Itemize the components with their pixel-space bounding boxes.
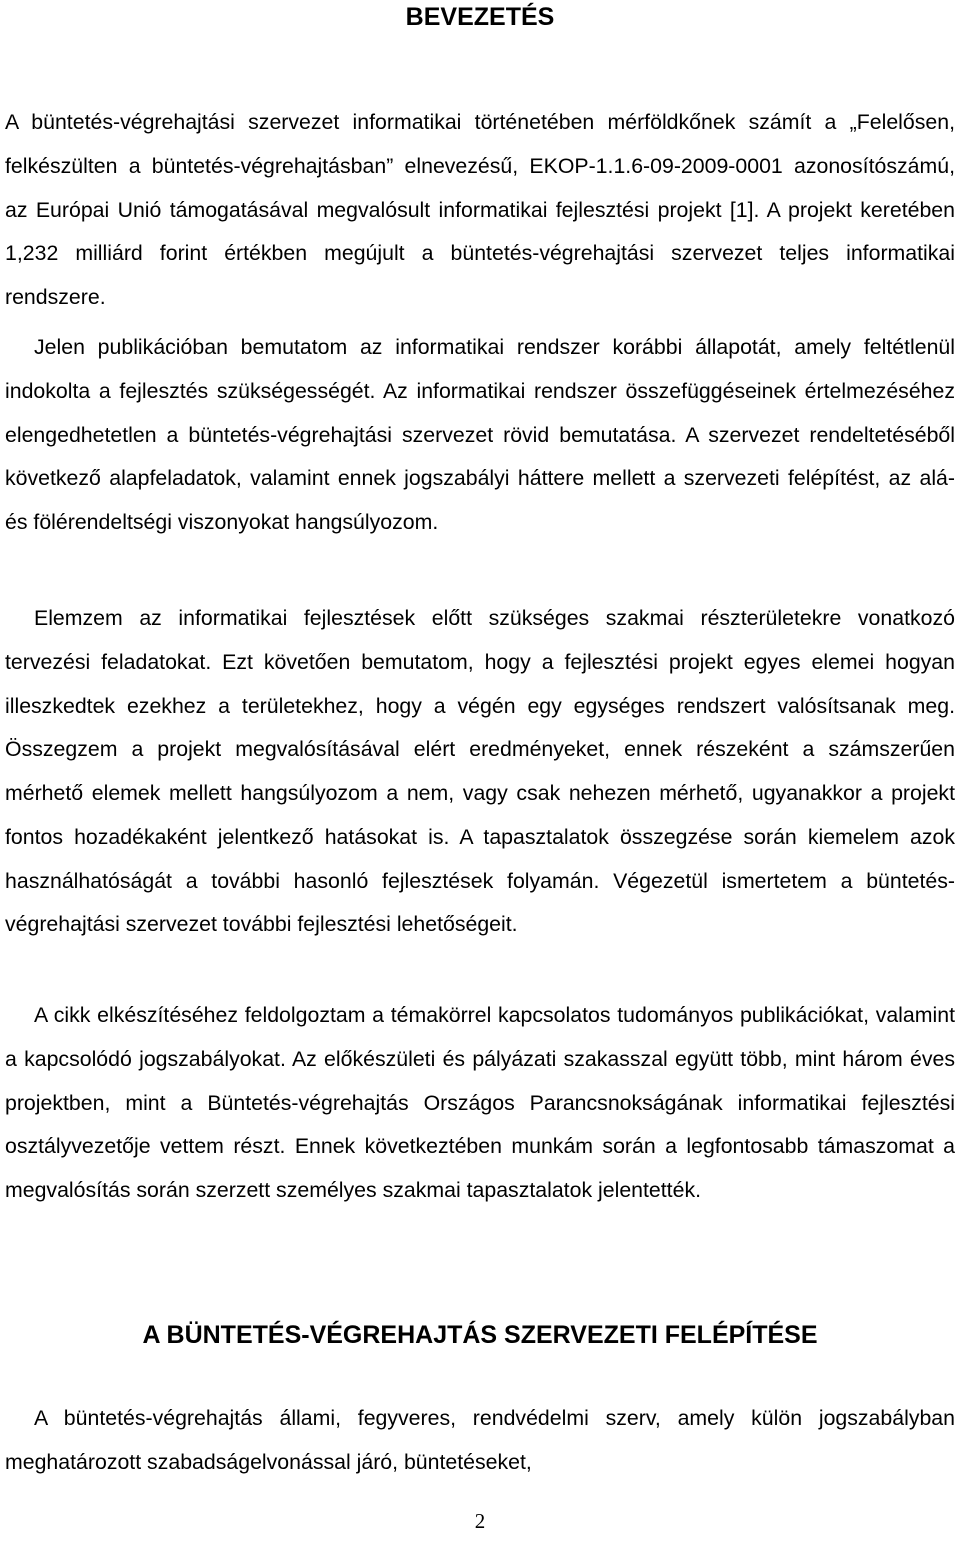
paragraph-block-1 [5, 101, 955, 320]
page-number: 2 [474, 1509, 486, 1533]
paragraph-block-4 [5, 994, 955, 1213]
paragraph-analysis: Elemzem az informatikai fejlesztések előtt szükséges szakmai részterületekre vonatkozó tervezési feladatokat. Ezt követően bemutatom, hogy a fejlesztési projekt egyes elemei hogyan illeszkedtek ezekhez a területekhez, hogy a végén egy egységes rendszert valósítsanak meg. Összegzem a projekt megvalósításával elért eredményeket, ennek részeként a számszerűen mérhető elemek mellett hangsúlyozom a nem, vagy csak nehezen mérhető, ugyanakkor a projekt fontos hozadékaként jelentkező hatásokat is. A tapasztalatok összegzése során kiemelem azok használhatóságát a további hasonló fejlesztések folyamán. Végezetül ismertetem a büntetés-végrehajtási szervezet további fejlesztési lehetőségeit. [5, 606, 955, 937]
paragraph-block-3 [5, 597, 955, 947]
page-title: BEVEZETÉS [405, 3, 555, 31]
section-heading: A BÜNTETÉS-VÉGREHAJTÁS SZERVEZETI FELÉPÍTÉSE [142, 1321, 818, 1349]
paragraph-block-5 [5, 1397, 955, 1485]
document-page [5, 0, 955, 1533]
paragraph-section-intro: A büntetés-végrehajtás állami, fegyveres, rendvédelmi szerv, amely külön jogszabályban meghatározott szabadságelvonással járó, büntetéseket, [5, 1406, 955, 1474]
paragraph-intro: A büntetés-végrehajtási szervezet informatikai történetében mérföldkőnek számít a „Felelősen, felkészülten a büntetés-végrehajtásban” elnevezésű, EKOP-1.1.6-09-2009-0001 azonosítószámú, az Európai Unió támogatásával megvalósult informatikai fejlesztési projekt [1]. A projekt keretében 1,232 milliárd forint értékben megújult a büntetés-végrehajtási szervezet teljes informatikai rendszere. [5, 110, 955, 309]
paragraph-block-2 [5, 326, 955, 545]
paragraph-publication-overview: Jelen publikációban bemutatom az informatikai rendszer korábbi állapotát, amely feltétlenül indokolta a fejlesztés szükségességét. Az informatikai rendszer összefüggéseinek értelmezéséhez elengedhetetlen a büntetés-végrehajtási szervezet rövid bemutatása. A szervezet rendeltetéséből következő alapfeladatok, valamint ennek jogszabályi háttere mellett a szervezeti felépítést, az alá- és fölérendeltségi viszonyokat hangsúlyozom. [5, 335, 955, 534]
paragraph-methodology: A cikk elkészítéséhez feldolgoztam a témakörrel kapcsolatos tudományos publikációkat, valamint a kapcsolódó jogszabályokat. Az előkészületi és pályázati szakasszal együtt több, mint három éves projektben, mint a Büntetés-végrehajtás Országos Parancsnokságának informatikai fejlesztési osztályvezetője vettem részt. Ennek következtében munkám során a legfontosabb támaszomat a megvalósítás során szerzett személyes szakmai tapasztalatok jelentették. [5, 1003, 955, 1202]
